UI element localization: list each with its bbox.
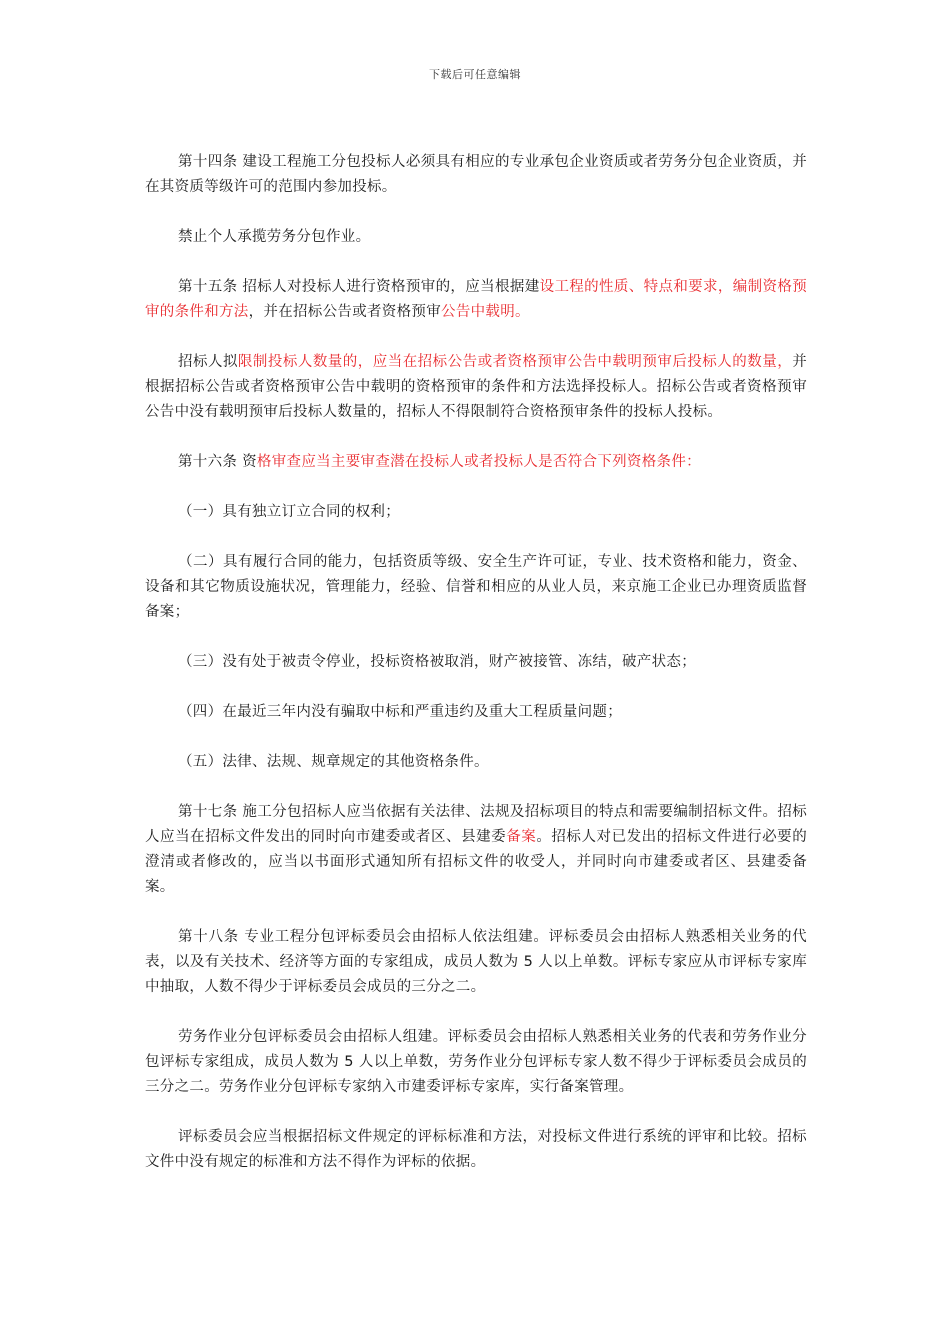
text-run: 并根据招标公告或者资格预审公告中载明的资格预审的条件和方法选择投标人。招标公告或者资格预审公告中没有载明预审后投标人数量的，招标人不得限制符合资格预审条件的投标人投标。 (145, 354, 807, 420)
text-run: （五）法律、法规、规章规定的其他资格条件。 (178, 754, 489, 770)
page-header: 下载后可任意编辑 (429, 68, 521, 81)
text-run: （四）在最近三年内没有骗取中标和严重违约及重大工程质量问题； (178, 704, 622, 720)
condition-item-2 (145, 550, 807, 625)
labor-subcontract-ban-paragraph (145, 225, 807, 250)
text-run: （一）具有独立订立合同的权利； (178, 504, 400, 520)
text-run: 。招标人对已发出的招标文件进行必要的澄清或者修改的，应当以书面形式通知所有招标文件的收受人，并同时向市建委或者区、县建委备案。 (145, 829, 807, 895)
article-18-paragraph (145, 925, 807, 1000)
text-run: 第十八条 专业工程分包评标委员会由招标人依法组建。评标委员会由招标人熟悉相关业务的代表，以及有关技术、经济等方面的专家组成，成员人数为 5 人以上单数。评标专家应从市评标专家库中抽取，人数不得少于评标委员会成员的三分之二。 (145, 929, 807, 995)
highlighted-text-run: 公告中载明。 (441, 304, 530, 320)
text-run: 第十五条 招标人对投标人进行资格预审的，应当根据建 (178, 279, 540, 295)
text-run: 第十四条 建设工程施工分包投标人必须具有相应的专业承包企业资质或者劳务分包企业资质，并在其资质等级许可的范围内参加投标。 (145, 154, 807, 195)
text-run: 第十六条 资 (178, 454, 257, 470)
article-15-paragraph (145, 275, 807, 325)
labor-committee-paragraph (145, 1025, 807, 1100)
text-run: （二）具有履行合同的能力，包括资质等级、安全生产许可证，专业、技术资格和能力，资金、设备和其它物质设施状况，管理能力，经验、信誉和相应的从业人员，来京施工企业已办理资质监督备案； (145, 554, 807, 620)
text-run: 禁止个人承揽劳务分包作业。 (178, 229, 371, 245)
text-run: 招标人拟 (178, 354, 238, 370)
highlighted-text-run: 设工程的性质、特点和要求，编制资格预审的条件和方法 (145, 279, 807, 320)
condition-item-1 (145, 500, 807, 525)
highlighted-text-run: 限制投标人数量的，应当在招标公告或者资格预审公告中载明预审后投标人的数量， (237, 354, 793, 370)
highlighted-text-run: 备案 (506, 829, 537, 845)
highlighted-text-run: 格审查应当主要审查潜在投标人或者投标人是否符合下列资格条件： (256, 454, 701, 470)
article-17-paragraph (145, 800, 807, 900)
text-run: 第十七条 施工分包招标人应当依据有关法律、法规及招标项目的特点和需要编制招标文件。招标人应当在招标文件发出的同时向市建委或者区、县建委 (145, 804, 807, 845)
condition-item-5 (145, 750, 807, 775)
condition-item-3 (145, 650, 807, 675)
bidder-limit-paragraph (145, 350, 807, 425)
text-run: （三）没有处于被责令停业，投标资格被取消，财产被接管、冻结，破产状态； (178, 654, 696, 670)
article-14-paragraph (145, 150, 807, 200)
text-run: ，并在招标公告或者资格预审 (248, 304, 442, 320)
evaluation-standard-paragraph (145, 1125, 807, 1175)
article-16-paragraph (145, 450, 807, 475)
text-run: 评标委员会应当根据招标文件规定的评标标准和方法，对投标文件进行系统的评审和比较。招标文件中没有规定的标准和方法不得作为评标的依据。 (145, 1129, 807, 1170)
document-body (145, 150, 807, 1200)
condition-item-4 (145, 700, 807, 725)
text-run: 劳务作业分包评标委员会由招标人组建。评标委员会由招标人熟悉相关业务的代表和劳务作业分包评标专家组成，成员人数为 5 人以上单数，劳务作业分包评标专家人数不得少于评标委员会成员的三分之二。劳务作业分包评标专家纳入市建委评标专家库，实行备案管理。 (145, 1029, 807, 1095)
